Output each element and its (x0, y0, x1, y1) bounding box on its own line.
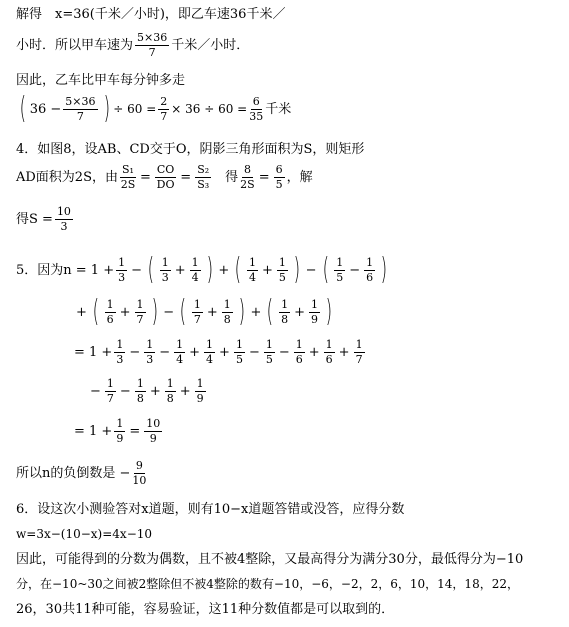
fraction-denominator: 7 (106, 391, 114, 405)
right-paren: ) (238, 294, 245, 329)
left-paren: ( (234, 252, 242, 287)
fraction (294, 339, 305, 365)
fraction (277, 257, 288, 283)
fraction (105, 299, 116, 325)
fraction (120, 164, 136, 190)
text-segment: × 36 ÷ 60 = (171, 102, 248, 116)
text-segment: 所以n的负倒数是 − (16, 465, 131, 481)
fraction (63, 96, 97, 122)
right-paren: ) (380, 252, 388, 287)
fraction (190, 257, 201, 283)
fraction (135, 32, 169, 58)
plus-sign: + (308, 344, 320, 360)
fraction-numerator: 1 (223, 297, 231, 311)
fraction-numerator: 1 (196, 377, 204, 390)
fraction-denominator: DO (156, 177, 175, 191)
equation-line-11 (88, 378, 208, 404)
fraction-denominator: 4 (206, 352, 214, 366)
plus-sign: + (219, 344, 230, 360)
fraction-denominator: 7 (136, 312, 144, 326)
text-line-15: w=3x−(10−x)=4x−10 (16, 527, 153, 541)
fraction-denominator: 3 (118, 270, 126, 284)
equals-sign: = (139, 169, 151, 185)
fraction-numerator: 1 (146, 338, 154, 351)
equation-line-9 (74, 294, 336, 329)
fraction-numerator: 1 (176, 338, 184, 351)
fraction-numerator: 1 (193, 297, 201, 311)
text-line-2 (16, 32, 249, 58)
fraction-numerator: 5×36 (137, 31, 168, 44)
fraction-denominator: 3 (116, 352, 124, 366)
plus-sign: + (174, 262, 186, 278)
fraction-denominator: S₃ (197, 177, 210, 191)
fraction-denominator: 4 (248, 270, 256, 284)
fraction-numerator: 9 (135, 459, 143, 472)
minus-sign: − (131, 262, 143, 278)
fraction-numerator: 1 (116, 417, 124, 430)
plus-sign: + (261, 262, 273, 278)
fraction-numerator: 10 (146, 417, 161, 430)
plus-sign: + (149, 383, 161, 399)
fraction-denominator: 6 (106, 312, 114, 326)
plus-sign: + (294, 304, 306, 320)
equation-line-13 (16, 460, 148, 486)
fraction (144, 418, 162, 444)
fraction-denominator: 7 (148, 45, 156, 59)
fraction (354, 339, 365, 365)
fraction-numerator: 2 (160, 94, 168, 108)
text-line-17: 分，在−10~30之间被2整除但不被4整除的数有−10，−6，−2，2，6，10，14，18，22， (16, 577, 519, 591)
left-paren: ( (92, 294, 99, 329)
fraction (114, 418, 125, 444)
fraction-denominator: 3 (161, 270, 169, 284)
text-segment: 36 − (29, 101, 62, 117)
fraction-numerator: 1 (355, 338, 363, 351)
fraction-denominator: 9 (196, 391, 204, 405)
fraction-denominator: 4 (191, 270, 199, 284)
fraction-denominator: 9 (311, 312, 319, 326)
left-paren: ( (19, 91, 27, 126)
right-paren: ) (151, 294, 158, 329)
fraction-numerator: 1 (295, 338, 303, 351)
fraction (160, 257, 171, 283)
fraction-numerator: 1 (106, 377, 114, 390)
fraction-numerator: 1 (311, 297, 319, 311)
minus-sign: − (248, 344, 260, 360)
fraction-denominator: 3 (146, 352, 154, 366)
fraction-numerator: 1 (118, 255, 126, 269)
fraction-denominator: 8 (136, 391, 144, 405)
fraction (240, 164, 255, 190)
text-segment: 得S = (16, 211, 53, 227)
text-segment: = 1 + (74, 423, 113, 439)
fraction (135, 299, 146, 325)
left-paren: ( (147, 252, 155, 287)
equals-sign: = (258, 169, 270, 185)
fraction-denominator: 6 (295, 352, 303, 366)
equals-sign: = (180, 169, 192, 185)
fraction-numerator: 1 (325, 338, 333, 351)
fraction-denominator: 7 (160, 109, 168, 123)
text-segment: 得 (225, 169, 239, 185)
fraction (364, 257, 375, 283)
fraction-numerator: 1 (281, 297, 289, 311)
left-paren: ( (179, 294, 187, 329)
minus-sign: − (163, 304, 175, 320)
fraction-numerator: 1 (278, 255, 286, 269)
text-line-1: 解得 x=36(千米／小时)，即乙车速36千米／ (16, 7, 286, 22)
fraction (174, 339, 185, 365)
fraction-denominator: 3 (60, 219, 68, 233)
plus-sign: + (338, 344, 350, 360)
plus-sign: + (119, 304, 131, 320)
fraction-denominator: 8 (166, 391, 174, 405)
minus-sign: − (90, 383, 101, 399)
fraction (158, 96, 169, 122)
plus-sign: + (179, 383, 191, 399)
fraction-numerator: 1 (161, 255, 169, 269)
fraction-denominator: 5 (278, 270, 286, 284)
fraction-denominator: 2S (240, 177, 255, 191)
fraction-denominator: 8 (223, 312, 231, 326)
plus-sign: + (218, 262, 230, 278)
plus-sign: + (250, 304, 262, 320)
text-segment: AD面积为2S，由 (16, 169, 118, 185)
text-line-14: 6．设这次小测验答对x道题，则有10−x道题答错或没答，应得分数 (16, 502, 405, 517)
equation-line-10 (74, 339, 367, 365)
plus-sign: + (206, 304, 218, 320)
fraction-numerator: 1 (265, 338, 273, 351)
fraction-denominator: 9 (149, 431, 157, 445)
fraction-denominator: 6 (366, 270, 374, 284)
fraction-denominator: 8 (281, 312, 289, 326)
fraction-numerator: 1 (248, 255, 256, 269)
fraction-numerator: 5×36 (65, 94, 96, 108)
fraction-numerator: 1 (136, 377, 144, 390)
fraction-numerator: CO (156, 163, 175, 176)
minus-sign: − (278, 344, 290, 360)
fraction (144, 339, 155, 365)
text-line-18: 26，30共11种可能，容易验证，这11种分数值都是可以取到的． (16, 602, 395, 617)
fraction-denominator: 35 (249, 109, 264, 123)
fraction (105, 378, 116, 404)
left-paren: ( (267, 294, 274, 329)
fraction-numerator: 1 (166, 377, 174, 390)
right-paren: ) (103, 91, 110, 126)
fraction-numerator: 1 (191, 255, 199, 269)
fraction-denominator: 7 (355, 352, 363, 366)
right-paren: ) (293, 252, 300, 287)
fraction-denominator: 5 (235, 352, 243, 366)
fraction-numerator: 1 (206, 338, 214, 351)
fraction-numerator: 1 (366, 255, 374, 269)
fraction (116, 257, 127, 283)
fraction (222, 299, 233, 325)
fraction (132, 460, 146, 486)
fraction-numerator: 1 (106, 297, 114, 311)
text-segment: 小时．所以甲车速为 (16, 37, 134, 53)
equation-line-7 (16, 206, 75, 232)
text-segment: = 1 + (74, 344, 113, 360)
fraction (309, 299, 320, 325)
fraction (114, 339, 125, 365)
fraction (274, 164, 285, 190)
fraction-denominator: 6 (325, 352, 333, 366)
fraction (192, 299, 203, 325)
fraction (165, 378, 176, 404)
fraction-numerator: 6 (275, 163, 283, 176)
fraction-denominator: 5 (336, 270, 344, 284)
text-line-5: 4．如图8，设AB、CD交于O，阴影三角形面积为S，则矩形 (16, 142, 365, 157)
fraction-denominator: 7 (193, 312, 201, 326)
equation-line-4 (16, 91, 292, 126)
fraction (155, 164, 176, 190)
fraction-denominator: 7 (76, 109, 84, 123)
minus-sign: − (159, 344, 171, 360)
fraction-numerator: 1 (136, 297, 144, 311)
fraction (204, 339, 215, 365)
fraction-numerator: S₂ (197, 163, 210, 176)
fraction-numerator: S₁ (122, 163, 134, 176)
fraction-numerator: 1 (336, 255, 344, 269)
fraction-numerator: 8 (243, 163, 251, 176)
equals-sign: = (129, 423, 141, 439)
fraction (264, 339, 275, 365)
fraction (135, 378, 146, 404)
right-paren: ) (206, 252, 213, 287)
fraction (195, 164, 211, 190)
minus-sign: − (305, 262, 317, 278)
minus-sign: − (349, 262, 361, 278)
right-paren: ) (325, 294, 333, 329)
fraction (195, 378, 206, 404)
left-paren: ( (322, 252, 329, 287)
plus-sign: + (189, 344, 201, 360)
fraction-numerator: 1 (235, 338, 243, 351)
fraction-denominator: 4 (176, 352, 184, 366)
fraction (279, 299, 290, 325)
fraction-denominator: 10 (132, 473, 147, 487)
fraction-denominator: 9 (116, 431, 124, 445)
minus-sign: − (129, 344, 141, 360)
fraction-numerator: 10 (56, 205, 71, 218)
text-segment: ，解 (286, 169, 313, 185)
text-segment: 千米／小时． (171, 37, 250, 53)
fraction-numerator: 6 (252, 94, 260, 108)
fraction-numerator: 1 (116, 338, 124, 351)
minus-sign: − (119, 383, 131, 399)
equation-line-12 (74, 418, 164, 444)
equation-line-8 (16, 252, 391, 287)
plus-sign: + (76, 304, 87, 320)
text-line-3: 因此，乙车比甲车每分钟多走 (16, 73, 186, 88)
fraction (247, 257, 258, 283)
text-segment: 5．因为n = 1 + (16, 262, 115, 278)
text-segment: 千米 (265, 101, 292, 117)
text-segment: ÷ 60 = (113, 102, 157, 116)
fraction (234, 339, 245, 365)
fraction-denominator: 2S (120, 177, 136, 191)
fraction (324, 339, 335, 365)
fraction (249, 96, 263, 122)
equation-line-6 (16, 164, 313, 190)
fraction (334, 257, 345, 283)
fraction-denominator: 5 (265, 352, 273, 366)
fraction-denominator: 5 (275, 177, 283, 191)
text-line-16: 因此，可能得到的分数为偶数，且不被4整除，又最高得分为满分30分，最低得分为−10 (16, 552, 524, 567)
fraction (55, 206, 73, 232)
